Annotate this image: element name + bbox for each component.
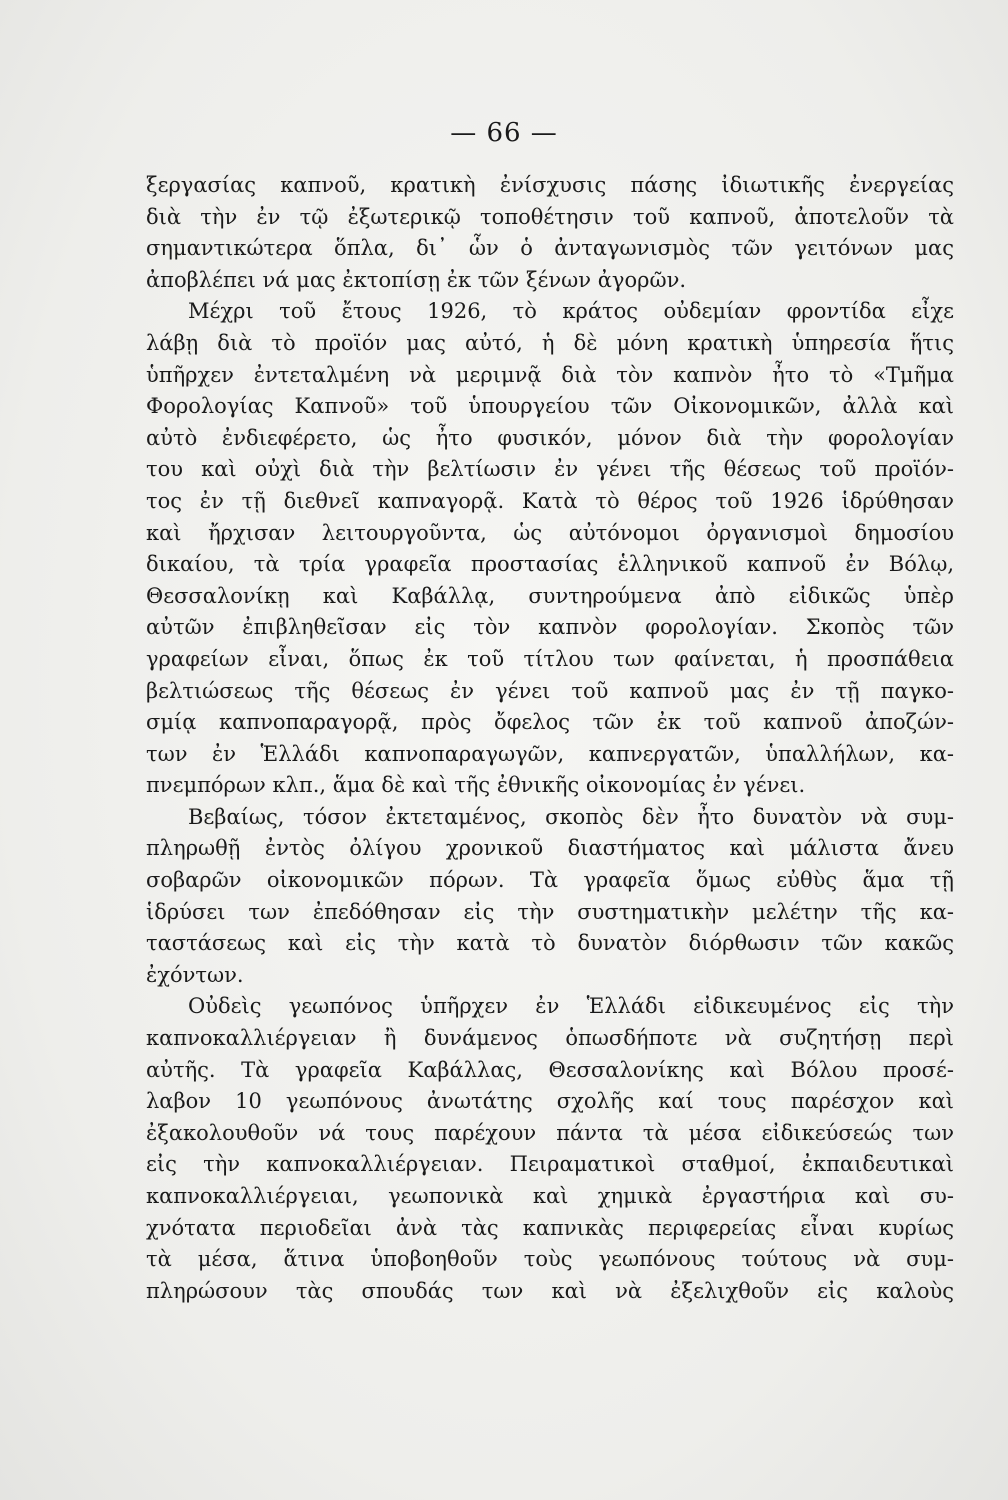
text-line: δικαίου, τὰ τρία γραφεῖα προστασίας ἑλληνικοῦ καπνοῦ ἐν Βόλῳ, xyxy=(146,552,954,577)
text-line: Οὐδεὶς γεωπόνος ὑπῆρχεν ἐν Ἑλλάδι εἰδικευμένος εἰς τὴν xyxy=(188,994,954,1019)
text-line: Φορολογίας Καπνοῦ» τοῦ ὑπουργείου τῶν Οἰκονομικῶν, ἀλλὰ καὶ xyxy=(146,394,954,419)
text-line: των ἐν Ἑλλάδι καπνοπαραγωγῶν, καπνεργατῶν, ὑπαλλήλων, κα- xyxy=(146,741,954,766)
text-line: Μέχρι τοῦ ἔτους 1926, τὸ κράτος οὐδεμίαν φροντίδα εἶχε xyxy=(188,299,954,324)
text-line: τος ἐν τῇ διεθνεῖ καπναγορᾷ. Κατὰ τὸ θέρος τοῦ 1926 ἱδρύθησαν xyxy=(146,488,954,513)
text-line: ἀποβλέπει νά μας ἐκτοπίσῃ ἐκ τῶν ξένων ἀγορῶν. xyxy=(146,267,687,292)
text-line: Βεβαίως, τόσον ἐκτεταμένος, σκοπὸς δὲν ἦτο δυνατὸν νὰ συμ- xyxy=(188,804,954,829)
text-line: ξεργασίας καπνοῦ, κρατικὴ ἐνίσχυσις πάσης ἰδιωτικῆς ἐνεργείας xyxy=(146,173,954,197)
text-line: πνεμπόρων κλπ., ἅμα δὲ καὶ τῆς ἐθνικῆς οἰκονομίας ἐν γένει. xyxy=(146,773,806,798)
text-line: ἐχόντων. xyxy=(146,962,244,987)
text-line: καπνοκαλλιέργειαι, γεωπονικὰ καὶ χημικὰ ἐργαστήρια καὶ συ- xyxy=(146,1184,954,1208)
text-line: Θεσσαλονίκῃ καὶ Καβάλλᾳ, συντηρούμενα ἀπὸ εἰδικῶς ὑπὲρ xyxy=(146,583,954,608)
text-line: του καὶ οὐχὶ διὰ τὴν βελτίωσιν ἐν γένει τῆς θέσεως τοῦ προϊόν- xyxy=(146,457,954,482)
text-line: πληρωθῇ ἐντὸς ὀλίγου χρονικοῦ διαστήματος καὶ μάλιστα ἄνευ xyxy=(146,836,954,861)
text-line: εἰς τὴν καπνοκαλλιέργειαν. Πειραματικοὶ σταθμοί, ἐκπαιδευτικαὶ xyxy=(146,1152,954,1177)
text-line: αὐτὸ ἐνδιεφέρετο, ὡς ἦτο φυσικόν, μόνον διὰ τὴν φορολογίαν xyxy=(146,425,954,450)
text-line: τὰ μέσα, ἅτινα ὑποβοηθοῦν τοὺς γεωπόνους τούτους νὰ συμ- xyxy=(146,1247,954,1272)
text-line: σημαντικώτερα ὅπλα, δι᾽ ὧν ὁ ἀνταγωνισμὸς τῶν γειτόνων μας xyxy=(146,236,954,261)
page-number: — 66 — xyxy=(450,118,558,148)
text-line: βελτιώσεως τῆς θέσεως ἐν γένει τοῦ καπνοῦ μας ἐν τῇ παγκο- xyxy=(146,678,954,703)
text-line: καὶ ἤρχισαν λειτουργοῦντα, ὡς αὐτόνομοι ὀργανισμοὶ δημοσίου xyxy=(146,520,954,545)
text-line: πληρώσουν τὰς σπουδάς των καὶ νὰ ἐξελιχθοῦν εἰς καλοὺς xyxy=(146,1278,954,1303)
text-line: λαβον 10 γεωπόνους ἀνωτάτης σχολῆς καί τους παρέσχον καὶ xyxy=(146,1089,954,1114)
text-line: σοβαρῶν οἰκονομικῶν πόρων. Τὰ γραφεῖα ὅμως εὐθὺς ἅμα τῇ xyxy=(146,868,954,893)
text-line: ταστάσεως καὶ εἰς τὴν κατὰ τὸ δυνατὸν διόρθωσιν τῶν κακῶς xyxy=(146,931,954,956)
body-text xyxy=(146,170,954,1307)
text-line: λάβῃ διὰ τὸ προϊόν μας αὐτό, ἡ δὲ μόνη κρατικὴ ὑπηρεσία ἥτις xyxy=(146,330,954,355)
text-line: ἱδρύσει των ἐπεδόθησαν εἰς τὴν συστηματικὴν μελέτην τῆς κα- xyxy=(146,899,954,924)
text-line: ἐξακολουθοῦν νά τους παρέχουν πάντα τὰ μέσα εἰδικεύσεώς των xyxy=(146,1120,954,1145)
text-line: καπνοκαλλιέργειαν ἢ δυνάμενος ὁπωσδήποτε νὰ συζητήσῃ περὶ xyxy=(146,1026,954,1051)
text-line: γραφείων εἶναι, ὅπως ἐκ τοῦ τίτλου των φαίνεται, ἡ προσπάθεια xyxy=(146,646,954,671)
text-line: αὐτῆς. Τὰ γραφεῖα Καβάλλας, Θεσσαλονίκης καὶ Βόλου προσέ- xyxy=(146,1057,954,1082)
text-line: ὑπῆρχεν ἐντεταλμένη νὰ μεριμνᾷ διὰ τὸν καπνὸν ἦτο τὸ «Τμῆμα xyxy=(146,362,954,387)
text-line: σμίᾳ καπνοπαραγορᾷ, πρὸς ὄφελος τῶν ἐκ τοῦ καπνοῦ ἀποζών- xyxy=(146,710,954,735)
text-line: διὰ τὴν ἐν τῷ ἐξωτερικῷ τοποθέτησιν τοῦ καπνοῦ, ἀποτελοῦν τὰ xyxy=(146,204,954,229)
text-line: αὐτῶν ἐπιβληθεῖσαν εἰς τὸν καπνὸν φορολογίαν. Σκοπὸς τῶν xyxy=(146,615,954,640)
text-line: χνότατα περιοδεῖαι ἀνὰ τὰς καπνικὰς περιφερείας εἶναι κυρίως xyxy=(146,1215,954,1240)
